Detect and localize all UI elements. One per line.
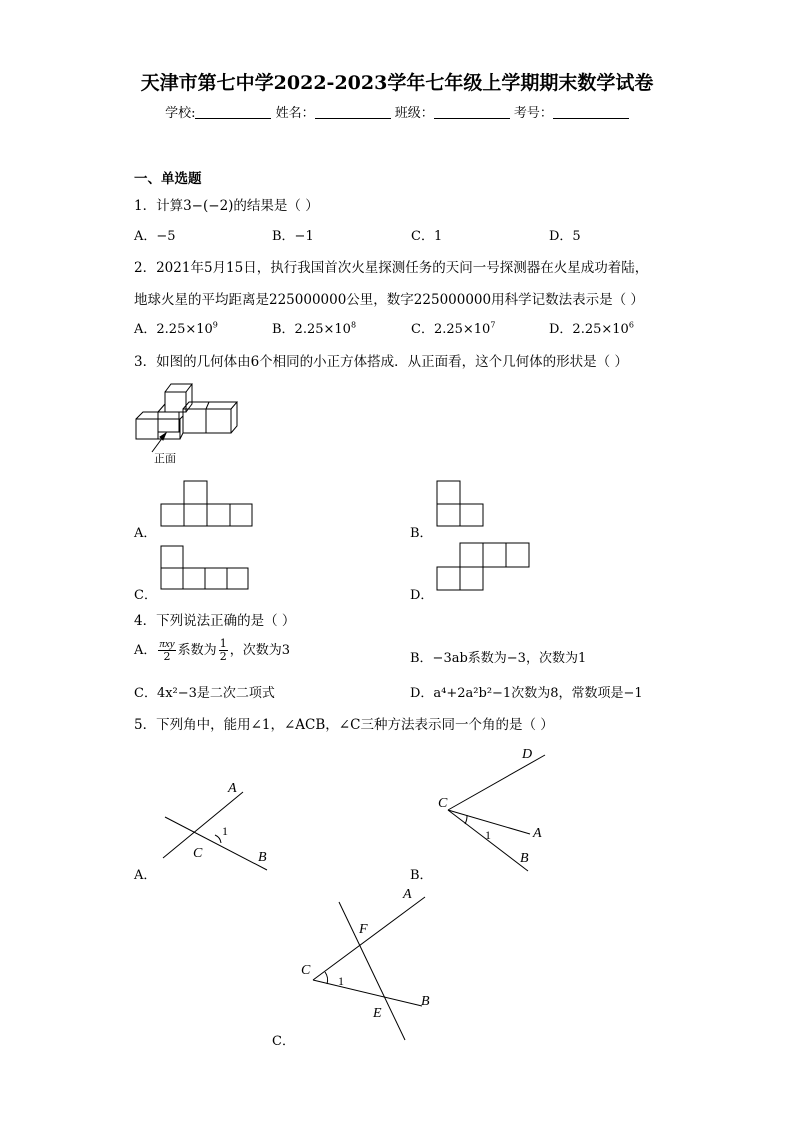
frac1-denominator: 2 — [163, 650, 171, 663]
exam-no-blank[interactable] — [553, 106, 629, 119]
fig-c-label-f: F — [359, 922, 368, 937]
q3-option-a-figure — [158, 478, 253, 528]
q5-figure-c — [295, 880, 440, 1045]
q4-option-a-prefix: A． — [134, 643, 157, 658]
frac1-numerator: πxy — [159, 638, 175, 650]
exam-no-label: 考号： — [513, 106, 553, 121]
q2-option-b[interactable] — [272, 318, 356, 337]
q2-option-a[interactable] — [134, 318, 218, 337]
frac2-denominator: 2 — [219, 650, 227, 663]
q2-option-c-text: C．2.25×10 — [411, 322, 491, 337]
fig-b-label-c: C — [438, 796, 448, 811]
question-2-stem-line1: 2．2021年5月15日，执行我国首次火星探测任务的天问一号探测器在火星成功着陆， — [134, 260, 649, 276]
question-5-stem: 5．下列角中，能用∠1，∠ACB，∠C三种方法表示同一个角的是（ ） — [134, 717, 554, 733]
question-3-stem: 3．如图的几何体由6个相同的小正方体搭成．从正面看，这个几何体的形状是（ ） — [134, 354, 628, 370]
q5-option-c[interactable]: C． — [272, 1034, 295, 1049]
q2-option-c-exp: 7 — [490, 320, 496, 330]
class-label: 班级： — [394, 106, 434, 121]
q3-option-d-figure — [434, 540, 534, 592]
class-blank[interactable] — [434, 106, 510, 119]
q5-option-a[interactable]: A． — [134, 868, 157, 883]
q1-option-c[interactable]: C．1 — [411, 229, 443, 244]
q4-option-b[interactable]: B．−3ab系数为−3，次数为1 — [410, 651, 587, 666]
q1-option-d[interactable]: D．5 — [549, 229, 581, 244]
cube-solid-figure — [130, 378, 245, 468]
student-info-line — [0, 102, 794, 121]
fig-b-label-1: 1 — [485, 828, 491, 842]
q5-figure-a — [155, 775, 280, 875]
question-1-stem: 1．计算3−(−2)的结果是（ ） — [134, 198, 319, 214]
q2-option-d-exp: 6 — [628, 320, 634, 330]
q3-option-c-figure — [158, 544, 250, 592]
fig-b-label-b: B — [520, 851, 529, 866]
q4-option-a-frac2 — [219, 638, 228, 663]
q3-option-b-figure — [434, 478, 486, 528]
fig-b-label-a: A — [533, 826, 542, 841]
q4-option-a-suffix: ，次数为3 — [229, 643, 290, 658]
question-2-stem-line2: 地球火星的平均距离是225000000公里，数字225000000用科学记数法表示是（ ） — [134, 292, 644, 308]
name-blank[interactable] — [315, 106, 391, 119]
question-4-stem: 4．下列说法正确的是（ ） — [134, 613, 296, 629]
q4-option-c[interactable]: C．4x²−3是二次二项式 — [134, 686, 275, 701]
q3-option-b[interactable]: B． — [410, 526, 433, 541]
q4-option-d[interactable]: D．a⁴+2a²b²−1次数为8，常数项是−1 — [410, 686, 643, 701]
q2-option-a-exp: 9 — [212, 320, 218, 330]
q2-option-d[interactable] — [549, 318, 634, 337]
q5-figure-b — [430, 738, 560, 873]
frac2-numerator: 1 — [219, 637, 227, 650]
q2-option-a-text: A．2.25×10 — [134, 322, 213, 337]
q2-option-d-text: D．2.25×10 — [549, 322, 629, 337]
fig-a-label-1: 1 — [222, 824, 228, 838]
q4-option-a-frac1 — [158, 638, 175, 663]
page-title: 天津市第七中学2022-2023学年七年级上学期期末数学试卷 — [140, 72, 654, 94]
q1-option-a[interactable]: A．−5 — [134, 229, 176, 244]
q4-option-a[interactable] — [134, 638, 290, 663]
fig-a-label-c: C — [193, 846, 203, 861]
q2-option-b-text: B．2.25×10 — [272, 322, 351, 337]
front-label: 正面 — [154, 453, 176, 465]
q3-option-d[interactable]: D． — [410, 588, 434, 603]
section-heading: 一、单选题 — [134, 171, 202, 187]
fig-a-label-b: B — [258, 850, 267, 865]
fig-b-label-d: D — [522, 747, 533, 762]
fig-c-label-1: 1 — [338, 974, 344, 988]
fig-c-label-a: A — [403, 887, 412, 902]
fig-c-label-c: C — [301, 963, 311, 978]
school-label: 学校: — [165, 106, 196, 121]
fig-c-label-b: B — [421, 994, 430, 1009]
name-label: 姓名： — [275, 106, 315, 121]
fig-a-label-a: A — [228, 781, 237, 796]
q3-option-a[interactable]: A． — [134, 526, 157, 541]
school-blank[interactable] — [195, 106, 271, 119]
q1-option-b[interactable]: B．−1 — [272, 229, 314, 244]
q5-option-b[interactable]: B． — [410, 868, 433, 883]
q2-option-b-exp: 8 — [350, 320, 357, 330]
q3-option-c[interactable]: C． — [134, 588, 157, 603]
q4-option-a-mid: 系数为 — [177, 643, 217, 658]
fig-c-label-e: E — [373, 1006, 382, 1021]
q2-option-c[interactable] — [411, 318, 495, 337]
